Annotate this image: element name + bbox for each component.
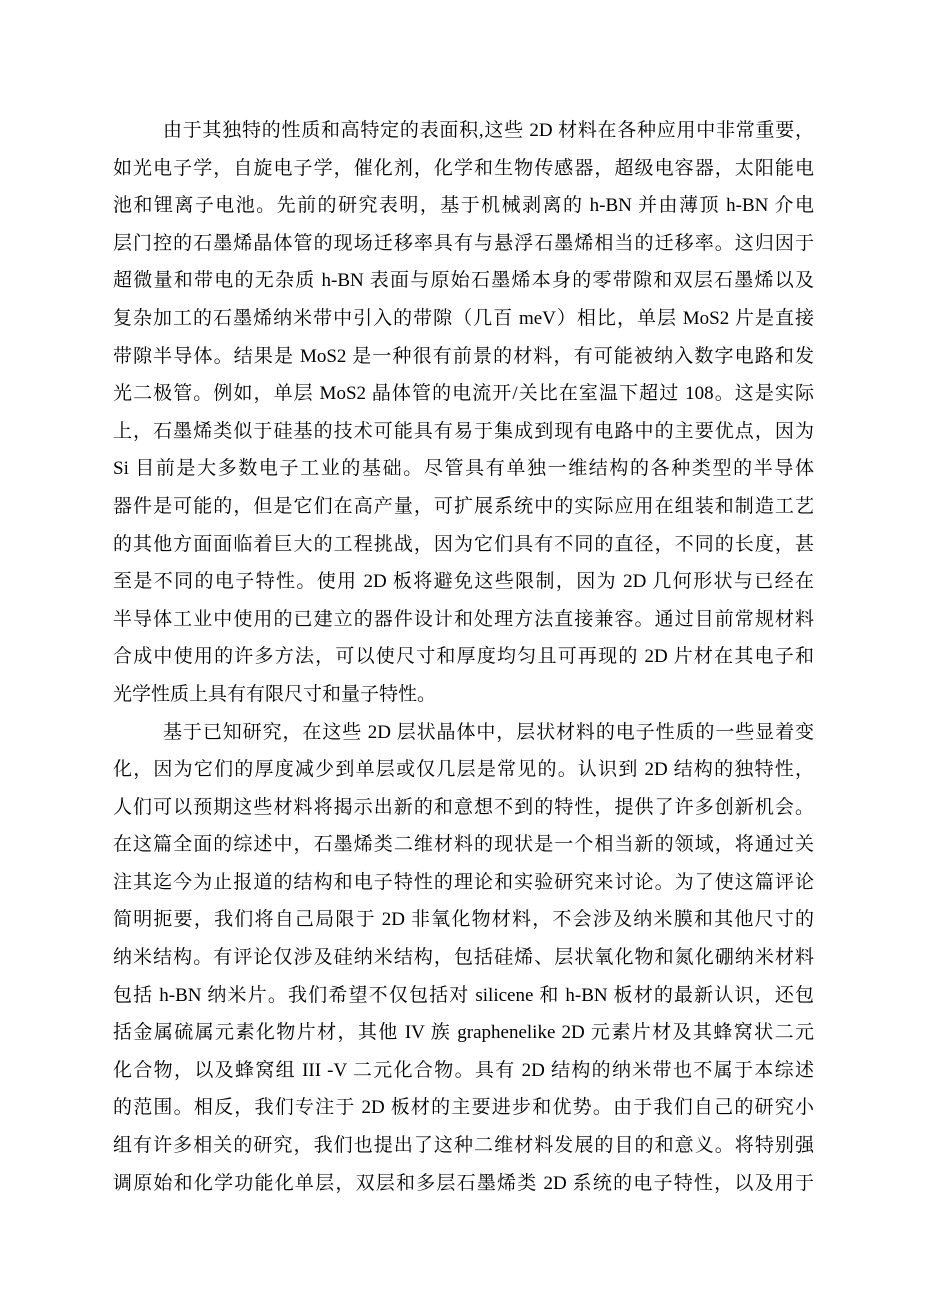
text-line: 括金属硫属元素化物片材，其他 IV 族 graphenelike 2D 元素片材及其蜂窝状二元: [113, 1022, 814, 1044]
paragraph-1: [113, 112, 814, 714]
text-line: 至是不同的电子特性。使用 2D 板将避免这些限制，因为 2D 几何形状与已经在: [113, 571, 814, 593]
text-line: 超微量和带电的无杂质 h-BN 表面与原始石墨烯本身的零带隙和双层石墨烯以及: [113, 270, 814, 292]
text-line: 人们可以预期这些材料将揭示出新的和意想不到的特性，提供了许多创新机会。: [113, 796, 814, 818]
text-line: 上，石墨烯类似于硅基的技术可能具有易于集成到现有电路中的主要优点，因为: [113, 420, 814, 442]
text-line: 池和锂离子电池。先前的研究表明，基于机械剥离的 h-BN 并由薄顶 h-BN 介电: [113, 195, 814, 217]
text-line: 带隙半导体。结果是 MoS2 是一种很有前景的材料，有可能被纳入数字电路和发: [113, 345, 814, 367]
text-line: 如光电子学，自旋电子学，催化剂，化学和生物传感器，超级电容器，太阳能电: [113, 157, 814, 179]
text-line: 组有许多相关的研究，我们也提出了这种二维材料发展的目的和意义。将特别强: [113, 1135, 814, 1157]
text-line: 合成中使用的许多方法，可以使尺寸和厚度均匀且可再现的 2D 片材在其电子和: [113, 646, 814, 668]
text-line: 的范围。相反，我们专注于 2D 板材的主要进步和优势。由于我们自己的研究小: [113, 1097, 814, 1119]
text-line: 半导体工业中使用的已建立的器件设计和处理方法直接兼容。通过目前常规材料: [113, 608, 814, 630]
text-line: 器件是可能的，但是它们在高产量，可扩展系统中的实际应用在组装和制造工艺: [113, 495, 814, 517]
text-line: 简明扼要，我们将自己局限于 2D 非氧化物材料，不会涉及纳米膜和其他尺寸的: [113, 909, 814, 931]
text-line: 调原始和化学功能化单层，双层和多层石墨烯类 2D 系统的电子特性，以及用于: [113, 1172, 814, 1194]
text-line: 由于其独特的性质和高特定的表面积,这些 2D 材料在各种应用中非常重要，: [163, 120, 814, 141]
text-line: 光二极管。例如，单层 MoS2 晶体管的电流开/关比在室温下超过 108。这是实际: [113, 383, 814, 405]
text-line: 化，因为它们的厚度减少到单层或仅几层是常见的。认识到 2D 结构的独特性，: [113, 759, 814, 781]
text-line: 层门控的石墨烯晶体管的现场迁移率具有与悬浮石墨烯相当的迁移率。这归因于: [113, 232, 814, 254]
text-line: 注其迄今为止报道的结构和电子特性的理论和实验研究来讨论。为了使这篇评论: [113, 871, 814, 893]
text-line: 的其他方面面临着巨大的工程挑战，因为它们具有不同的直径，不同的长度，甚: [113, 533, 814, 555]
text-line: Si 目前是大多数电子工业的基础。尽管具有单独一维结构的各种类型的半导体: [113, 458, 814, 480]
text-line: 化合物，以及蜂窝组 III -V 二元化合物。具有 2D 结构的纳米带也不属于本综述: [113, 1059, 814, 1081]
text-line: 在这篇全面的综述中，石墨烯类二维材料的现状是一个相当新的领域，将通过关: [113, 834, 814, 856]
text-line: 基于已知研究，在这些 2D 层状晶体中，层状材料的电子性质的一些显着变: [163, 721, 814, 743]
text-line: 纳米结构。有评论仅涉及硅纳米结构，包括硅烯、层状氧化物和氮化硼纳米材料: [113, 947, 814, 969]
text-line: 包括 h-BN 纳米片。我们希望不仅包括对 silicene 和 h-BN 板材的最新认识，还包: [113, 984, 814, 1006]
text-line: 光学性质上具有有限尺寸和量子特性。: [113, 683, 437, 705]
paragraph-2: [113, 714, 814, 1203]
text-line: 复杂加工的石墨烯纳米带中引入的带隙（几百 meV）相比，单层 MoS2 片是直接: [113, 307, 814, 329]
